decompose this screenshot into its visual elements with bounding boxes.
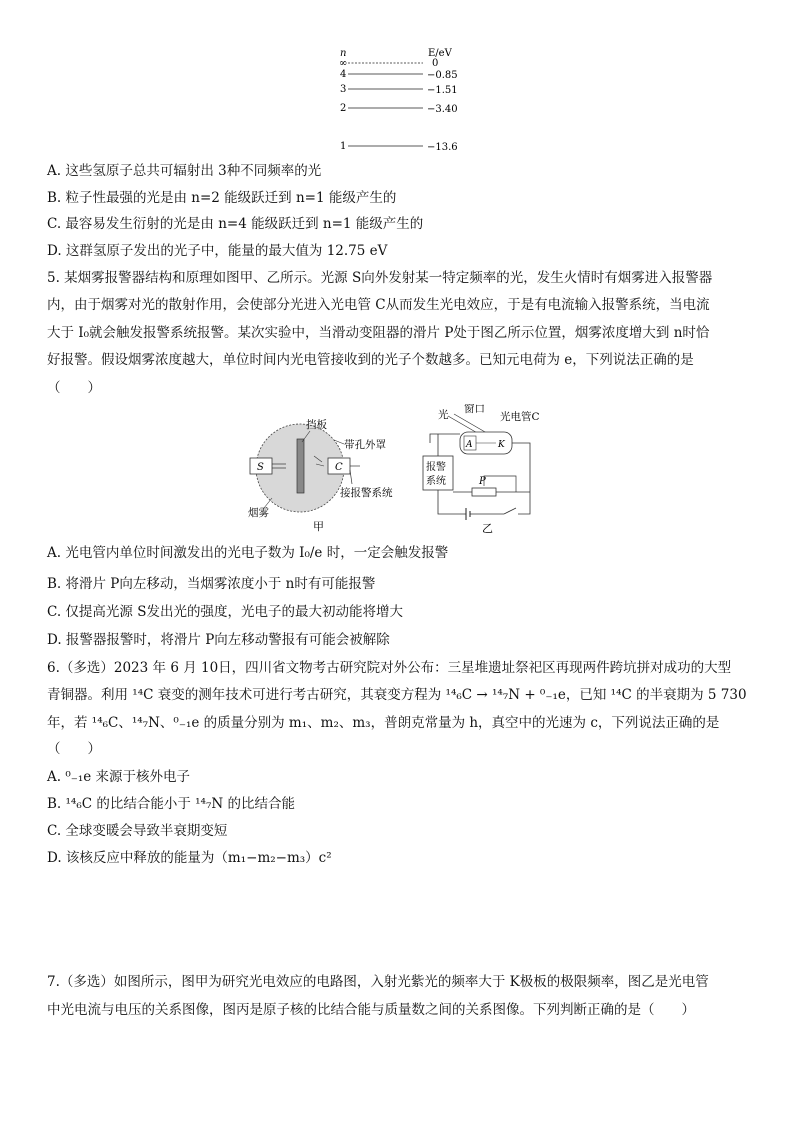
q4-option-d: D. 这群氢原子发出的光子中，能量的最大值为 12.75 eV xyxy=(47,243,388,259)
alarm-label-1: 报警 xyxy=(426,462,446,473)
level-e-inf: 0 xyxy=(432,58,439,69)
smoke-label: 烟雾 xyxy=(248,507,269,519)
figure-yi xyxy=(420,404,570,534)
q5-option-b: B. 将滑片 P向左移动，当烟雾浓度小于 n时有可能报警 xyxy=(47,576,376,592)
q5-option-a: A. 光电管内单位时间激发出的光电子数为 I₀/e 时，一定会触发报警 xyxy=(47,545,449,561)
to-alarm-label: 接报警系统 xyxy=(340,487,393,499)
q5-option-d: D. 报警器报警时，将滑片 P向左移动警报有可能会被解除 xyxy=(47,632,390,648)
q5-answer-paren: （ ） xyxy=(47,380,101,396)
figure-jia-caption: 甲 xyxy=(313,520,324,533)
level-e-2: −3.40 xyxy=(427,104,458,115)
q7-stem-2: 中光电流与电压的关系图像，图丙是原子核的比结合能与质量数之间的关系图像。下列判断正确的是（ ） xyxy=(47,1002,695,1018)
q6-stem-2: 青铜器。利用 ¹⁴C 衰变的测年技术可进行考古研究，其衰变方程为 ¹⁴₆C → ¹⁴₇N + ⁰₋₁e，已知 ¹⁴C 的半衰期为 5 730 xyxy=(47,687,747,703)
baffle-label: 挡板 xyxy=(306,419,327,431)
q4-option-c: C. 最容易发生衍射的光是由 n=4 能级跃迁到 n=1 能级产生的 xyxy=(47,216,424,232)
tube-label: 光电管C xyxy=(500,411,540,423)
q6-option-b: B. ¹⁴₆C 的比结合能小于 ¹⁴₇N 的比结合能 xyxy=(47,796,295,812)
level-e-1: −13.6 xyxy=(427,142,458,153)
level-e-3: −1.51 xyxy=(427,85,458,96)
baffle xyxy=(297,439,304,493)
q4-option-a: A. 这些氢原子总共可辐射出 3种不同频率的光 xyxy=(47,163,322,179)
figure-yi-caption: 乙 xyxy=(482,522,493,534)
energy-level-diagram xyxy=(330,42,470,154)
q4-option-b: B. 粒子性最强的光是由 n=2 能级跃迁到 n=1 能级产生的 xyxy=(47,190,397,206)
slider-p-label: P xyxy=(479,476,486,487)
q7-stem-1: 7.（多选）如图所示，图甲为研究光电效应的电路图，入射光紫光的频率大于 K极板的极限频率，图乙是光电管 xyxy=(47,974,709,990)
q6-stem-1: 6.（多选）2023 年 6 月 10日，四川省文物考古研究院对外公布：三星堆遗址祭祀区再现两件跨坑拼对成功的大型 xyxy=(47,660,732,676)
light-label: 光 xyxy=(438,409,449,421)
level-n-inf: ∞ xyxy=(339,58,348,69)
q6-option-c: C. 全球变暖会导致半衰期变短 xyxy=(47,823,228,839)
q5-stem-3: 大于 I₀就会触发报警系统报警。某次实验中，当滑动变阻器的滑片 P处于图乙所示位置，烟雾浓度增大到 n时恰 xyxy=(47,325,710,341)
n-header: n xyxy=(340,48,347,59)
level-n-2: 2 xyxy=(340,103,347,114)
cover-label: 带孔外罩 xyxy=(344,439,386,451)
level-n-4: 4 xyxy=(340,69,347,80)
q5-stem-4: 好报警。假设烟雾浓度越大，单位时间内光电管接收到的光子个数越多。已知元电荷为 e，下列说法正确的是 xyxy=(47,352,694,368)
anode-a-label: A xyxy=(466,440,473,450)
q6-option-d: D. 该核反应中释放的能量为（m₁−m₂−m₃）c² xyxy=(47,850,332,866)
level-n-1: 1 xyxy=(340,141,347,152)
c-label: C xyxy=(335,462,343,473)
q5-option-c: C. 仅提高光源 S发出光的强度，光电子的最大初动能将增大 xyxy=(47,604,403,620)
level-n-3: 3 xyxy=(340,84,347,95)
rheostat xyxy=(472,488,496,496)
q5-stem-1: 5. 某烟雾报警器结构和原理如图甲、乙所示。光源 S向外发射某一特定频率的光，发生火情时有烟雾进入报警器 xyxy=(47,270,713,286)
s-label: S xyxy=(257,462,264,473)
q5-stem-2: 内，由于烟雾对光的散射作用，会使部分光进入光电管 C从而发生光电效应，于是有电流输入报警系统，当电流 xyxy=(47,297,710,313)
q6-option-a: A. ⁰₋₁e 来源于核外电子 xyxy=(47,769,191,785)
q6-answer-paren: （ ） xyxy=(47,741,101,757)
figure-jia xyxy=(240,412,420,534)
q6-stem-3: 年，若 ¹⁴₆C、¹⁴₇N、⁰₋₁e 的质量分别为 m₁、m₂、m₃，普朗克常量为 h，真空中的光速为 c，下列说法正确的是 xyxy=(47,715,720,731)
alarm-label-2: 系统 xyxy=(426,476,446,487)
level-e-4: −0.85 xyxy=(427,70,458,81)
cathode-k-label: K xyxy=(498,440,505,450)
e-header: E/eV xyxy=(428,48,452,59)
window-label: 窗口 xyxy=(464,404,485,415)
